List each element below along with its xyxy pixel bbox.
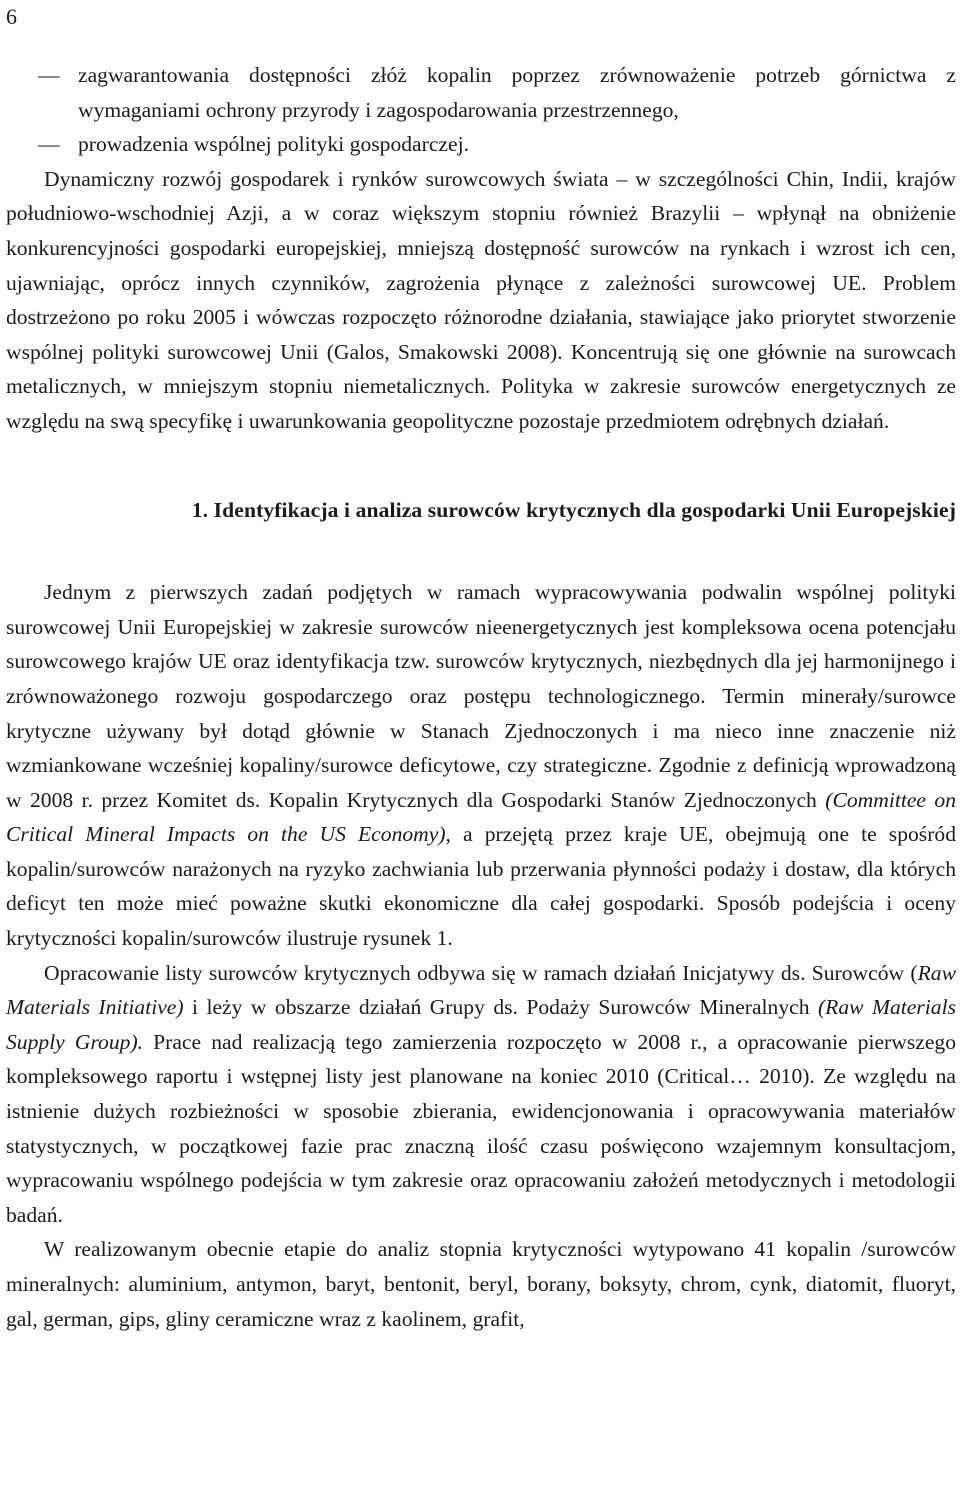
paragraph-1-italic-a: (Committee on Critical Mineral Impacts on the US Economy), bbox=[6, 787, 956, 847]
list-item bbox=[6, 127, 956, 162]
list-item-text: prowadzenia wspólnej polityki gospodarczej. bbox=[78, 132, 469, 157]
paragraph-2-text-c: Prace nad realizacją tego zamierzenia rozpoczęto w 2008 r., a opracowanie pierwszego kompleksowego raportu i wstępnej listy jest planowane na koniec 2010 (Critical… 2010). Ze względu na istnienie dużych rozbieżności w sposobie zbierania, ewidencjonowania i opracowywania materiałów statystycznych, w początkowej fazie prac znaczną ilość czasu poświęcono wzajemnym konsultacjom, wypracowaniu wspólnego podejścia w tym zakresie oraz opracowaniu założeń metodycznych i metodologii badań. bbox=[6, 1029, 956, 1227]
paragraph-1-text-b: a przejętą przez kraje UE, obejmują one te spośród kopalin/surowców narażonych na ryzyko zachwiania lub przerwania płynności podaży i dostaw, dla których deficyt ten może mieć poważne skutki ekonomiczne dla całej gospodarki. Sposób podejścia i oceny krytyczności kopalin/surowców ilustruje rysunek 1. bbox=[6, 822, 956, 951]
paragraph-2-italic-b: (Raw Materials Supply Group). bbox=[6, 995, 956, 1054]
list-item-text: zagwarantowania dostępności złóż kopalin poprzez zrównoważenie potrzeb górnictwa z wymaganiami ochrony przyrody i zagospodarowania przestrzennego, bbox=[78, 63, 956, 122]
paragraph-2-text-b: i leży w obszarze działań Grupy ds. Podaży Surowców Mineralnych bbox=[183, 995, 818, 1020]
section-spacer bbox=[6, 527, 956, 575]
section-heading: 1. Identyfikacja i analiza surowców krytycznych dla gospodarki Unii Europejskiej bbox=[191, 497, 956, 522]
paragraph-2-italic-a: Raw Materials Initiative) bbox=[6, 960, 956, 1020]
paragraph-2 bbox=[6, 956, 956, 1233]
list-dash: — bbox=[38, 132, 60, 157]
paragraph-1 bbox=[6, 575, 956, 956]
paragraph-1-text-a: Jednym z pierwszych zadań podjętych w ramach wypracowywania podwalin wspólnej polityki surowcowej Unii Europejskiej w zakresie surowców nieenergetycznych jest kompleksowa ocena potencjału surowcowego krajów UE oraz identyfikacja tzw. surowców krytycznych, niezbędnych dla jej harmonijnego i zrównoważonego rozwoju gospodarczego oraz postępu technologicznego. Termin minerały/surowce krytyczne używany był dotąd głównie w Stanach Zjednoczonych i ma nieco inne znaczenie niż wzmiankowane wcześniej kopaliny/surowce deficytowe, czy strategiczne. Zgodnie z definicją wprowadzoną w 2008 r. przez Komitet ds. Kopalin Krytycznych dla Gospodarki Stanów Zjednoczonych bbox=[6, 580, 956, 812]
list-item bbox=[6, 58, 956, 127]
paragraph-3: W realizowanym obecnie etapie do analiz stopnia krytyczności wytypowano 41 kopalin /surowców mineralnych: aluminium, antymon, baryt, bentonit, beryl, borany, boksyty, chrom, cynk, diatomit, fluoryt, gal, german, gips, gliny ceramiczne wraz z kaolinem, grafit, bbox=[6, 1237, 956, 1331]
page-number: 6 bbox=[6, 4, 17, 29]
list-dash: — bbox=[38, 63, 60, 87]
paragraph-2-text-a: Opracowanie listy surowców krytycznych odbywa się w ramach działań Inicjatywy ds. Surowców ( bbox=[44, 960, 918, 985]
intro-paragraph: Dynamiczny rozwój gospodarek i rynków surowcowych świata – w szczególności Chin, Indii, krajów południowo-wschodniej Azji, a w coraz większym stopniu również Brazylii – wpłynął na obniżenie konkurencyjności gospodarki europejskiej, mniejszą dostępność surowców na rynkach i wzrost ich cen, ujawniając, oprócz innych czynników, zagrożenia płynące z zależności surowcowej UE. Problem dostrzeżono po roku 2005 i wówczas rozpoczęto różnorodne działania, stawiające jako priorytet stworzenie wspólnej polityki surowcowej Unii (Galos, Smakowski 2008). Koncentrują się one głównie na surowcach metalicznych, w mniejszym stopniu niemetalicznych. Polityka w zakresie surowców energetycznych ze względu na swą specyfikę i uwarunkowania geopolityczne pozostaje przedmiotem odrębnych działań. bbox=[6, 166, 956, 433]
document-body bbox=[6, 58, 956, 1336]
